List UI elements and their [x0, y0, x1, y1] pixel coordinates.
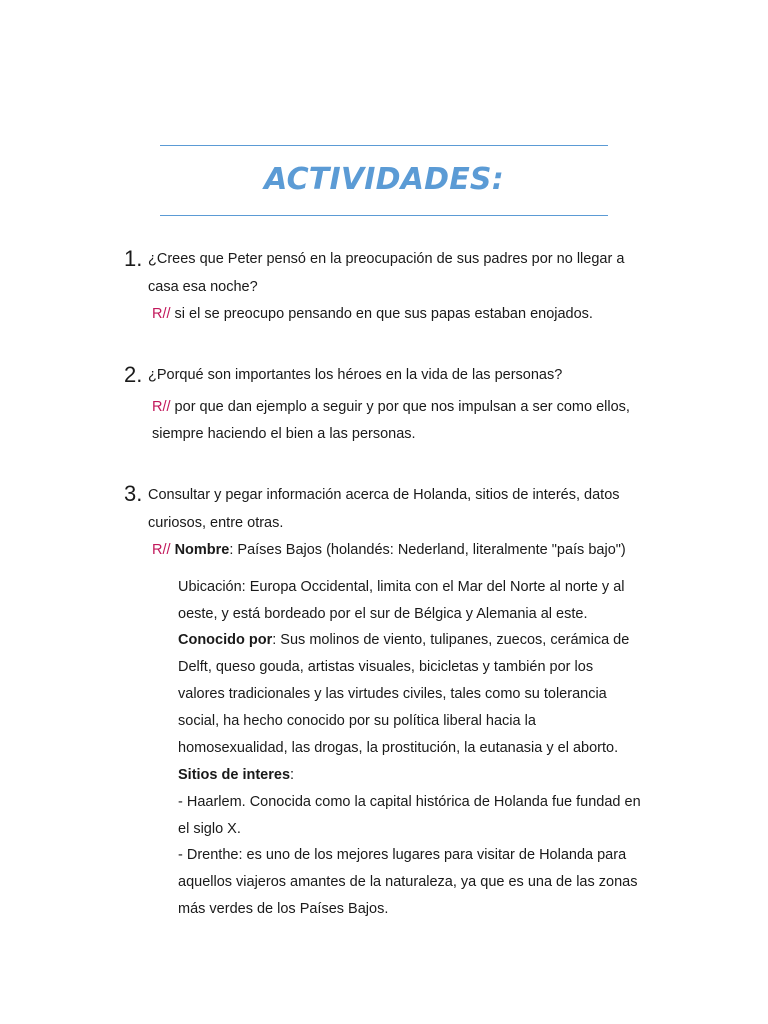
- q3-answer-nombre: [152, 540, 626, 560]
- q2-question-line1: ¿Porqué son importantes los héroes en la vida de las personas?: [148, 367, 563, 383]
- conocido-line1: [178, 630, 629, 650]
- q1-question-line1: ¿Crees que Peter pensó en la preocupación de sus padres por no llegar a: [148, 251, 625, 267]
- ubicacion-line2: oeste, y está bordeado por el sur de Bélgica y Alemania al este.: [178, 606, 588, 622]
- conocido-label: Conocido por: [178, 632, 273, 648]
- haarlem-line1: - Haarlem. Conocida como la capital histórica de Holanda fue fundad en: [178, 794, 641, 810]
- q1-question-line2: casa esa noche?: [148, 279, 258, 295]
- q1-answer-text: si el se preocupo pensando en que sus papas estaban enojados.: [170, 306, 593, 322]
- conocido-text: : Sus molinos de viento, tulipanes, zuecos, cerámica de: [272, 632, 630, 648]
- sitios-colon: :: [290, 767, 295, 783]
- conocido-line4: social, ha hecho conocido por su política liberal hacia la: [178, 713, 536, 729]
- conocido-line5: homosexualidad, las drogas, la prostitución, la eutanasia y el aborto.: [178, 740, 619, 756]
- drenthe-line1: - Drenthe: es uno de los mejores lugares para visitar de Holanda para: [178, 847, 627, 863]
- title-rule-top: [160, 145, 608, 146]
- sitios-label: Sitios de interes: [178, 767, 291, 783]
- page-title: ACTIVIDADES:: [264, 162, 504, 197]
- q3-question-line1: Consultar y pegar información acerca de Holanda, sitios de interés, datos: [148, 487, 620, 503]
- q2-number: 2.: [124, 362, 143, 387]
- q1-answer-label: R//: [152, 306, 171, 322]
- q2-answer-label: R//: [152, 399, 171, 415]
- ubicacion-line1: Ubicación: Europa Occidental, limita con el Mar del Norte al norte y al: [178, 579, 625, 595]
- q3-answer-label: R//: [152, 542, 171, 558]
- q2-answer-line1: [152, 397, 630, 417]
- drenthe-line3: más verdes de los Países Bajos.: [178, 901, 389, 917]
- q2-answer-line2: siempre haciendo el bien a las personas.: [152, 426, 416, 442]
- nombre-text: : Países Bajos (holandés: Nederland, literalmente "país bajo"): [229, 542, 626, 558]
- q1-number: 1.: [124, 246, 143, 271]
- sitios-heading: [178, 765, 294, 785]
- q2-answer-text: por que dan ejemplo a seguir y por que nos impulsan a ser como ellos,: [170, 399, 630, 415]
- q3-question-line2: curiosos, entre otras.: [148, 515, 284, 531]
- haarlem-line2: el siglo X.: [178, 821, 241, 837]
- nombre-label: Nombre: [174, 542, 230, 558]
- q3-number: 3.: [124, 481, 143, 506]
- conocido-line3: valores tradicionales y las virtudes civiles, tales como su tolerancia: [178, 686, 607, 702]
- drenthe-line2: aquellos viajeros amantes de la naturaleza, ya que es una de las zonas: [178, 874, 638, 890]
- title-rule-bottom: [160, 215, 608, 216]
- conocido-line2: Delft, queso gouda, artistas visuales, bicicletas y también por los: [178, 659, 594, 675]
- q1-answer: [152, 304, 593, 324]
